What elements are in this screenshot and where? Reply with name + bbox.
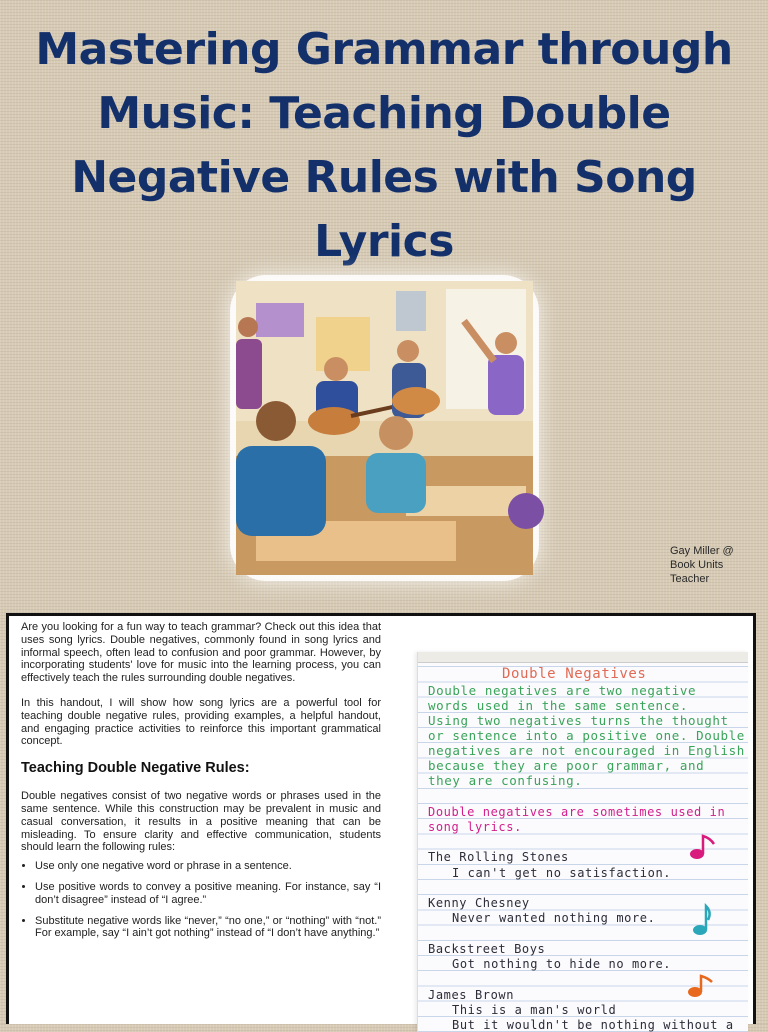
chart-paper-top: [418, 652, 748, 663]
section-body: Double negatives consist of two negative words or phrases used in the same sentence. While this construction may be prevalent in music and casual conversation, it results in a positive meaning that can be misleading. To ensure clarity and effective communication, students should learn the following rules:: [21, 790, 381, 854]
chart-definition-line: they are confusing.: [428, 773, 583, 788]
chart-definition-line: negatives are not encouraged in English: [428, 743, 745, 758]
chart-definition-line: words used in the same sentence.: [428, 698, 689, 713]
chart-song-note: song lyrics.: [428, 820, 522, 834]
section-heading: Teaching Double Negative Rules:: [21, 760, 250, 777]
chart-lyric: But it wouldn't be nothing without a: [452, 1018, 734, 1032]
rule-item: • Substitute negative words like “never,” “no one,” or “nothing” with “not.” For example, say “I ain’t got nothing” instead of “I don’t have anything.”: [35, 915, 381, 941]
chart-heading: Double Negatives: [502, 666, 647, 682]
chart-artist: Kenny Chesney: [428, 896, 530, 910]
rules-list: [21, 860, 381, 940]
music-note-icon: [690, 902, 714, 938]
chart-definition-line: because they are poor grammar, and: [428, 758, 705, 773]
chart-definition-line: or sentence into a positive one. Double: [428, 728, 745, 743]
chart-artist: The Rolling Stones: [428, 850, 569, 864]
music-note-icon: [688, 832, 718, 862]
chart-lyric: This is a man's world: [452, 1003, 617, 1017]
article-text: [21, 621, 381, 948]
page-title: Mastering Grammar through Music: Teaching Double Negative Rules with Song Lyrics: [35, 24, 733, 267]
classroom-music-illustration: [236, 281, 533, 575]
music-note-icon: [686, 972, 716, 1002]
chart-definition-line: Double negatives are two negative: [428, 683, 697, 698]
chart-definition-line: Using two negatives turns the thought: [428, 713, 729, 728]
chart-lyric: Never wanted nothing more.: [452, 911, 656, 925]
intro-paragraph-2: In this handout, I will show how song lyrics are a powerful tool for teaching double negative rules, providing examples, a helpful handout, and engaging practice activities to reinforce this important grammatical concept.: [21, 696, 381, 748]
chart-artist: Backstreet Boys: [428, 942, 546, 956]
chart-lyric: Got nothing to hide no more.: [452, 957, 672, 971]
rule-item: • Use only one negative word or phrase in a sentence.: [35, 860, 381, 873]
chart-song-note: Double negatives are sometimes used in: [428, 805, 726, 819]
chart-lyric: I can't get no satisfaction.: [452, 866, 672, 880]
anchor-chart-photo: [417, 652, 748, 1032]
chart-artist: James Brown: [428, 988, 515, 1002]
rule-item: • Use positive words to convey a positive meaning. For instance, say “I don’t disagree” instead of “I agree.”: [35, 881, 381, 907]
handout-panel: [6, 613, 756, 1032]
author-credit: Gay Miller @ Book Units Teacher: [670, 545, 734, 585]
intro-paragraph-1: Are you looking for a fun way to teach grammar? Check out this idea that uses song lyrics. Double negatives, commonly found in song lyrics and informal speech, often lead to confusion and poor grammar. However, by incorporating students' love for music into the learning process, you can effectively teach the rules surrounding double negatives.: [21, 621, 381, 685]
